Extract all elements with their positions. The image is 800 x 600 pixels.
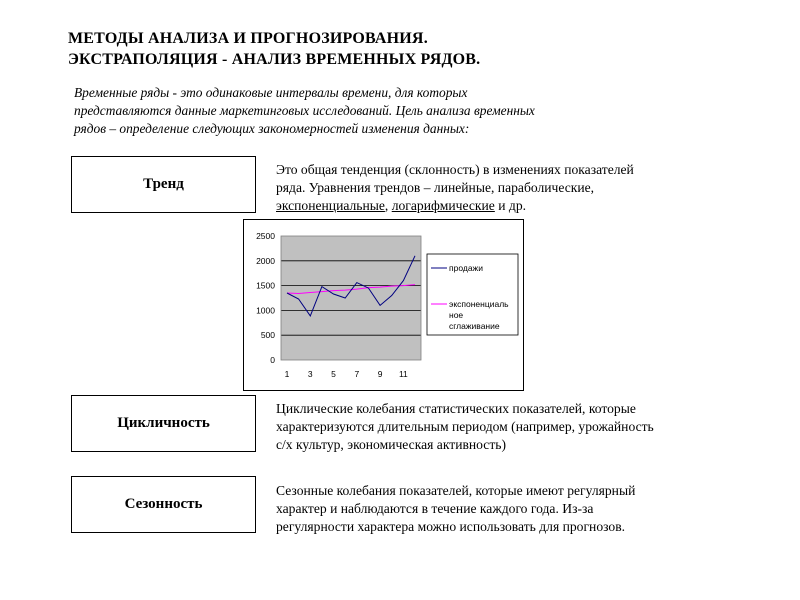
cyclicity-line-1: Циклические колебания статистических показателей, которые	[276, 401, 636, 416]
intro-line-1: Временные ряды - это одинаковые интервалы времени, для которых	[74, 85, 468, 100]
trend-term-exponential: экспоненциальные	[276, 198, 385, 213]
title-line-2: ЭКСТРАПОЛЯЦИЯ - АНАЛИЗ ВРЕМЕННЫХ РЯДОВ.	[68, 51, 481, 68]
y-tick-label: 2000	[256, 255, 275, 266]
cyclicity-box: Цикличность	[71, 395, 256, 452]
y-tick-label: 1500	[256, 280, 275, 291]
x-tick-label: 11	[398, 369, 408, 379]
trend-term-logarithmic: логарифмические	[391, 198, 495, 213]
seasonality-line-3: регулярности характера можно использовать для прогнозов.	[276, 519, 626, 534]
legend-label-sales: продажи	[449, 263, 483, 273]
intro-line-2: представляются данные маркетинговых исследований. Цель анализа временных	[74, 103, 535, 118]
trend-description	[276, 161, 736, 215]
x-tick-label: 3	[307, 369, 313, 379]
trend-box: Тренд	[71, 156, 256, 213]
trend-etc: и др.	[494, 198, 527, 213]
x-tick-label: 9	[377, 369, 383, 379]
y-tick-label: 2500	[256, 231, 275, 241]
page-title	[68, 28, 668, 70]
sales-chart-svg	[244, 220, 523, 390]
trend-line-1: Это общая тенденция (склонность) в изменениях показателей	[276, 162, 634, 177]
trend-line-2: ряда. Уравнения трендов – линейные, параболические,	[276, 180, 595, 195]
x-tick-label: 1	[284, 369, 290, 379]
y-tick-label: 1000	[256, 305, 275, 316]
seasonality-line-2: характер и наблюдаются в течение каждого года. Из-за	[276, 501, 594, 516]
cyclicity-line-3: с/х культур, экономическая активность)	[276, 437, 506, 452]
x-tick-label: 7	[354, 369, 360, 379]
trend-line-3	[276, 197, 736, 215]
seasonality-box: Сезонность	[71, 476, 256, 533]
title-line-1: МЕТОДЫ АНАЛИЗА И ПРОГНОЗИРОВАНИЯ.	[68, 30, 428, 47]
plot-area	[281, 236, 421, 360]
intro-line-3: рядов – определение следующих закономерностей изменения данных:	[74, 121, 470, 136]
legend-label-smoothing-3: сглаживание	[449, 321, 500, 331]
legend-label-smoothing-1: экспоненциаль	[449, 299, 509, 309]
trend-separator: ,	[384, 198, 392, 213]
intro-text	[74, 84, 634, 138]
x-tick-label: 5	[331, 369, 336, 379]
chart-legend	[427, 254, 518, 335]
sales-chart	[243, 219, 524, 391]
legend-label-smoothing-2: ное	[449, 310, 464, 320]
cyclicity-line-2: характеризуются длительным периодом (например, урожайность	[276, 419, 654, 434]
seasonality-line-1: Сезонные колебания показателей, которые имеют регулярный	[276, 483, 636, 498]
y-tick-label: 0	[270, 355, 275, 365]
cyclicity-description	[276, 400, 736, 454]
y-tick-label: 500	[260, 330, 275, 341]
seasonality-description	[276, 482, 736, 536]
